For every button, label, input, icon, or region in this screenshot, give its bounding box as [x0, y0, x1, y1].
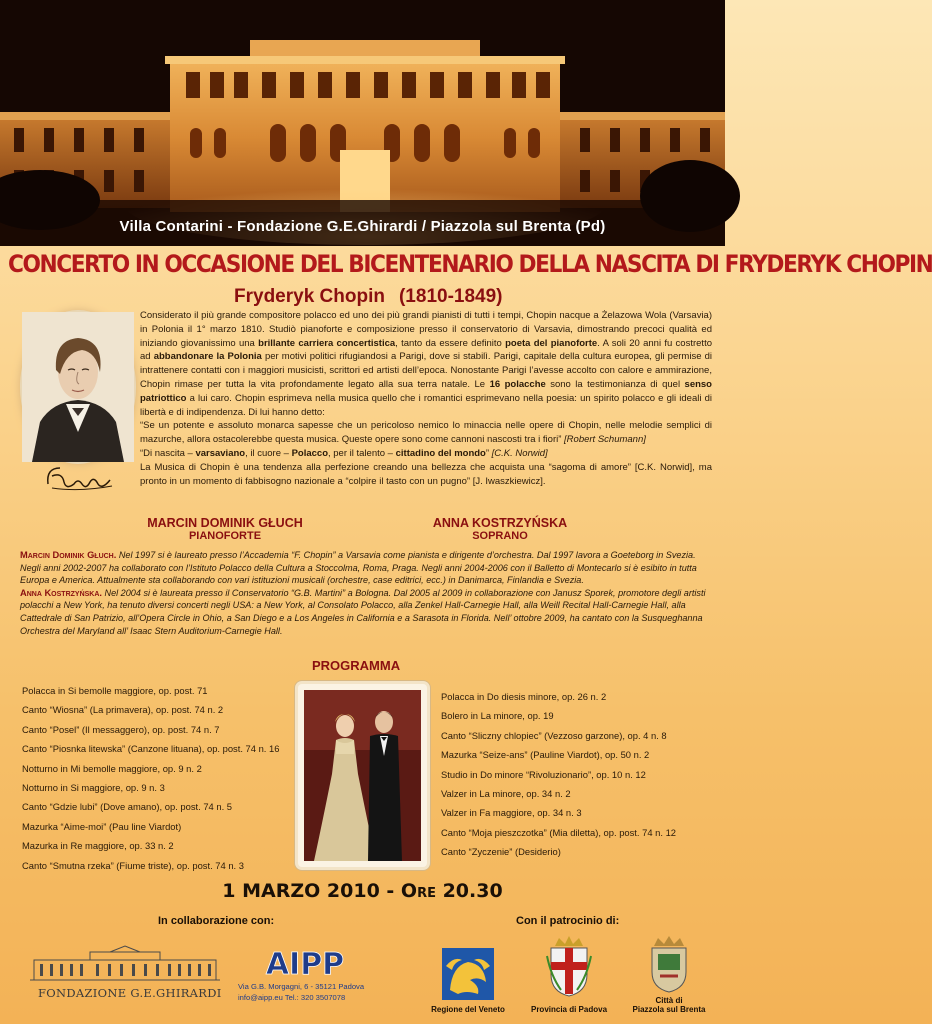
programme-item: Notturno in Si maggiore, op. 9 n. 3: [22, 782, 165, 794]
bio-text: per motivi politici rifugiandosi a Parigi, dove si stabilì. Parigi, capitale della cultura europea, gli permise di intrattenere contatti con i maggiori musicisti, scrittori ed artisti dell’epoca. Nonostante Parigi l’avesse accolto con calore e ammirazione, Chopin rimase per tutta la vita profondamente legato alla sua terra natale. Le: [140, 351, 712, 390]
quote-highlight: cittadino del mondo: [395, 447, 486, 459]
aipp-address: Via G.B. Morgagni, 6 - 35121 Padova: [238, 982, 365, 991]
bio-highlight: senso patriottico: [140, 378, 712, 404]
composer-years: (1810-1849): [398, 286, 503, 307]
programme-left-list: [22, 681, 304, 875]
pianist-bio-text: Nel 1997 si è laureato presso l’Accademia “F. Chopin” a Varsavia come pianista e dirigente d’orchestra. Dal 1997 lavora a Goeteborg in Svezia. Negli anni 2002-2007 ha collaborato con l’Istituto Polacco della Cultura a Stoccolma, Roma, Praga. Negli anni 2004-2006 con il Balletto di Montecarlo si è esibito in tutta Europa e America. Attualmente sta collaborando con vari istituzioni musicali (orchestre, case editrici, ecc.) in Danimarca, Finlandia e Svezia.: [20, 550, 697, 586]
programme-item: Mazurka “Aime-moi” (Pau line Viardot): [22, 820, 182, 832]
patronage-label: Con il patrocinio di:: [516, 915, 620, 927]
bio-text: sono la testimonianza di quel: [545, 378, 685, 390]
quote-text: , per il talento –: [328, 447, 396, 459]
bio-text: , tanto da essere definito: [395, 337, 506, 349]
aipp-email-phone: info@aipp.eu Tel.: 320 3507078: [238, 992, 346, 1002]
programme-item: Canto “Smutna rzeka” (Fiume triste), op. post. 74 n. 3: [22, 859, 244, 871]
programme-item: Canto “Moja pieszczotka” (Mia diletta), op. post. 74 n. 12: [441, 826, 677, 838]
bio-text: Considerato il più grande compositore polacco ed uno dei più grandi pianisti di tutti i tempi, Chopin nacque a Żelazowa Wola (Varsavia) in Polonia il 1° marzo 1810. Studiò pianoforte e composizione presso il conservatorio di Varsavia, dimostrando precoci qualità ed iniziando giovanissimo una: [140, 310, 712, 349]
villa-photo: [0, 0, 725, 246]
collaboration-label: In collaborazione con:: [158, 915, 275, 927]
piazzola-label: [618, 996, 720, 1014]
veneto-label: Regione del Veneto: [431, 1005, 505, 1014]
aipp-logo-text: AIPP: [265, 947, 345, 982]
padova-province-crest: [545, 936, 593, 998]
bio-highlight: brillante carriera concertistica: [258, 337, 396, 349]
chopin-signature: [44, 462, 116, 494]
programme-item: Canto “Gdzie lubi” (Dove amano), op. post. 74 n. 5: [22, 801, 233, 813]
quote-source: [Robert Schumann]: [564, 434, 646, 446]
ghirardi-logo-text: FONDAZIONE G.E.GHIRARDI: [38, 986, 222, 1000]
date-text: 1 MARZO 2010 -: [222, 880, 401, 902]
piazzola-city-crest: [646, 936, 692, 994]
venue-caption: Villa Contarini - Fondazione G.E.Ghirardi / Piazzola sul Brenta (Pd): [119, 218, 606, 235]
performer-biographies: [20, 549, 710, 637]
bio-paragraph: [140, 309, 712, 419]
composer-name: Fryderyk Chopin: [234, 286, 385, 307]
programme-item: Valzer in La minore, op. 34 n. 2: [441, 788, 571, 800]
norwid-quote: [140, 447, 712, 461]
programme-item: Canto “Posel” (Il messaggero), op. post. 74 n. 7: [22, 723, 220, 735]
composer-heading: [234, 286, 503, 308]
pianist-role: PIANOFORTE: [188, 530, 262, 542]
soprano-bio-name: Anna Kostrzyńska.: [20, 587, 102, 598]
schumann-quote: [140, 419, 712, 447]
soprano-name: ANNA KOSTRZYŃSKA: [432, 516, 568, 530]
bio-closing: La Musica di Chopin è una tendenza alla perfezione creando una bellezza che acquista una “sagoma di amore” [C.K. Norwid], ma pronto in un momento di fabbisogno nazionale a “colpire il tasto con un pugno” [J. Iwaszkiewicz].: [140, 461, 712, 487]
programme-item: Mazurka in Re maggiore, op. 33 n. 2: [22, 840, 174, 852]
performers-illustration: [298, 684, 427, 867]
chopin-portrait: [22, 312, 134, 462]
soprano-bio: [20, 587, 710, 637]
programme-item: Studio in Do minore “Rivoluzionario”, op. 10 n. 12: [441, 768, 646, 780]
programme-right-list: [441, 687, 719, 862]
pianist-name: MARCIN DOMINIK GŁUCH: [147, 516, 303, 530]
programme-item: Canto “Sliczny chlopiec” (Vezzoso garzone), op. 4 n. 8: [441, 729, 667, 741]
soprano-role: SOPRANO: [472, 530, 528, 542]
chopin-biography: [140, 309, 712, 488]
programme-item: Canto “Wiosna” (La primavera), op. post. 74 n. 2: [22, 704, 224, 716]
quote-highlight: Polacco: [291, 447, 328, 459]
portrait-illustration: [22, 312, 134, 462]
time-text: 20.30: [435, 880, 503, 902]
programme-item: Bolero in La minore, op. 19: [441, 710, 554, 722]
aipp-logo: [264, 946, 346, 980]
programme-item: Polacca in Do diesis minore, op. 26 n. 2: [441, 691, 607, 702]
bio-text: a lui caro. Chopin esprimeva nella musica quello che i romantici esprimevano nella poesia: un spirito polacco e gli ideali di libertà e di indipendenza. Di lui hanno detto:: [140, 392, 712, 418]
aipp-contact-info: [238, 982, 364, 1003]
quote-source: [C.K. Norwid]: [491, 447, 548, 459]
soprano-bio-text: Nel 2004 si è laureata presso il Conservatorio “G.B. Martini” a Bologna. Dal 2005 al 2009 in collaborazione con Janusz Sporek, promotore degli artisti polacchi a New York, ha tenuto diversi concerti negli USA: a New York, al Consolato Polacco, alla Zenkel Hall-Carnegie Hall, alla Weill Recital Hall-Carnegie Hall, alla Cattedrale di San Patrizio, all’Opera Circle in Ohio, a San Diego e a Los Angeles in California e a Sarasota in Florida. Nell’ ottobre 2009, ha cantato con la Susqueghanna Orchestra del Maryland all’ Isaac Stern Auditorium-Carnegie Hall.: [20, 587, 706, 636]
programme-item: Notturno in Mi bemolle maggiore, op. 9 n. 2: [22, 762, 202, 774]
programme-item: Mazurka “Seize-ans” (Pauline Viardot), op. 50 n. 2: [441, 749, 650, 761]
pianist-bio-name: Marcin Dominik Głuch.: [20, 550, 117, 560]
pianist-bio: [20, 549, 710, 587]
performers-photo: [298, 684, 427, 867]
piazzola-label-line2: Piazzola sul Brenta: [632, 1005, 706, 1014]
villa-illustration: [0, 0, 725, 246]
bio-highlight: abbandonare la Polonia: [153, 351, 262, 363]
concert-title: CONCERTO IN OCCASIONE DEL BICENTENARIO DELLA NASCITA DI FRYDERYK CHOPIN: [8, 250, 932, 278]
time-prefix: Ore: [400, 880, 436, 902]
programme-item: Canto “Zyczenie” (Desiderio): [441, 846, 561, 858]
quote-text: “Di nascita –: [140, 447, 196, 459]
padova-label: Provincia di Padova: [530, 1005, 608, 1014]
veneto-lion-emblem: [440, 946, 496, 1002]
quote-text: , il cuore –: [245, 447, 292, 459]
programme-item: Valzer in Fa maggiore, op. 34 n. 3: [441, 807, 582, 819]
piazzola-label-line1: Città di: [655, 996, 683, 1005]
bio-highlight: poeta del pianoforte: [505, 337, 598, 349]
programme-title: PROGRAMMA: [312, 658, 401, 673]
programme-item: Canto “Piosnka litewska” (Canzone lituana), op. post. 74 n. 16: [22, 743, 280, 755]
concert-date: [0, 880, 725, 902]
bio-text: . A soli 20 anni fu costretto ad: [140, 337, 712, 363]
bio-highlight: 16 polacche: [489, 378, 546, 390]
quote-text: “Se un potente e assoluto monarca sapesse che un pericoloso nemico lo minaccia nelle opere di Chopin, nelle melodie semplici di mazurche, allora ostacolerebbe questa musica. Queste opere sono come cannoni nascosti tra i fiori”: [140, 420, 712, 446]
quote-highlight: varsaviano: [195, 447, 246, 459]
programme-item: Polacca in Si bemolle maggiore, op. post. 71: [22, 685, 208, 696]
quote-text: ”: [485, 447, 492, 459]
